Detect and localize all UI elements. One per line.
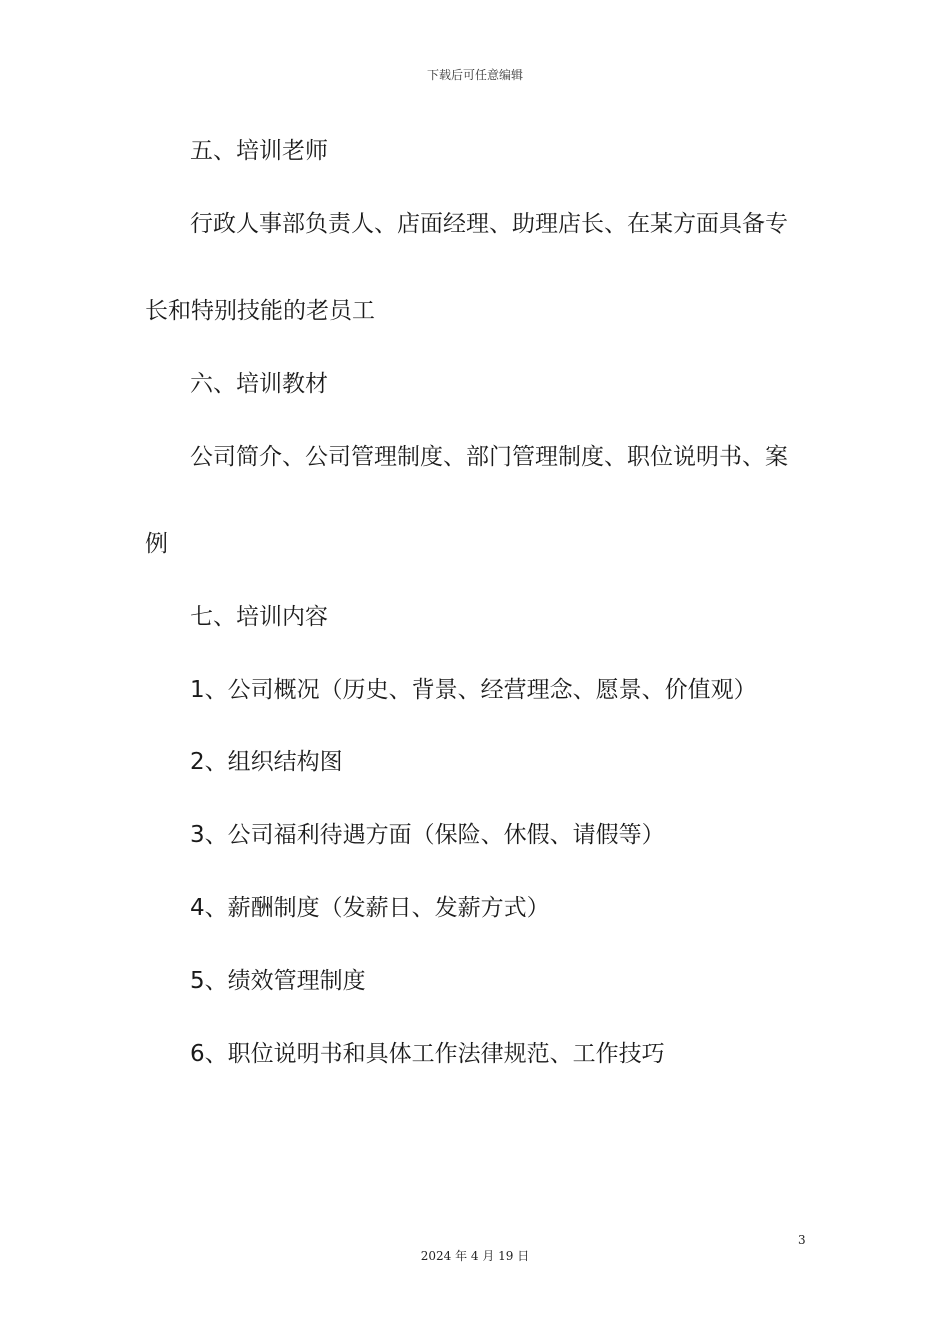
paragraph-trainers-line-2: 长和特别技能的老员工 [145, 298, 375, 324]
list-item: 2、组织结构图 [190, 749, 343, 775]
page-number: 3 [798, 1233, 806, 1247]
paragraph-trainers-line-1: 行政人事部负责人、店面经理、助理店长、在某方面具备专 [190, 211, 788, 237]
paragraph-materials-line-1: 公司简介、公司管理制度、部门管理制度、职位说明书、案 [190, 444, 788, 470]
page-header: 下载后可任意编辑 [426, 68, 523, 82]
section-heading-materials: 六、培训教材 [190, 371, 328, 397]
list-item: 1、公司概况（历史、背景、经营理念、愿景、价值观） [190, 677, 757, 703]
list-item: 5、绩效管理制度 [190, 968, 366, 994]
list-item: 6、职位说明书和具体工作法律规范、工作技巧 [190, 1041, 665, 1067]
section-heading-content: 七、培训内容 [190, 604, 328, 630]
section-heading-trainers: 五、培训老师 [190, 138, 328, 164]
footer-date: 2024 年 4 月 19 日 [420, 1249, 530, 1263]
list-item: 3、公司福利待遇方面（保险、休假、请假等） [190, 822, 665, 848]
paragraph-materials-line-2: 例 [145, 531, 168, 557]
list-item: 4、薪酬制度（发薪日、发薪方式） [190, 895, 550, 921]
